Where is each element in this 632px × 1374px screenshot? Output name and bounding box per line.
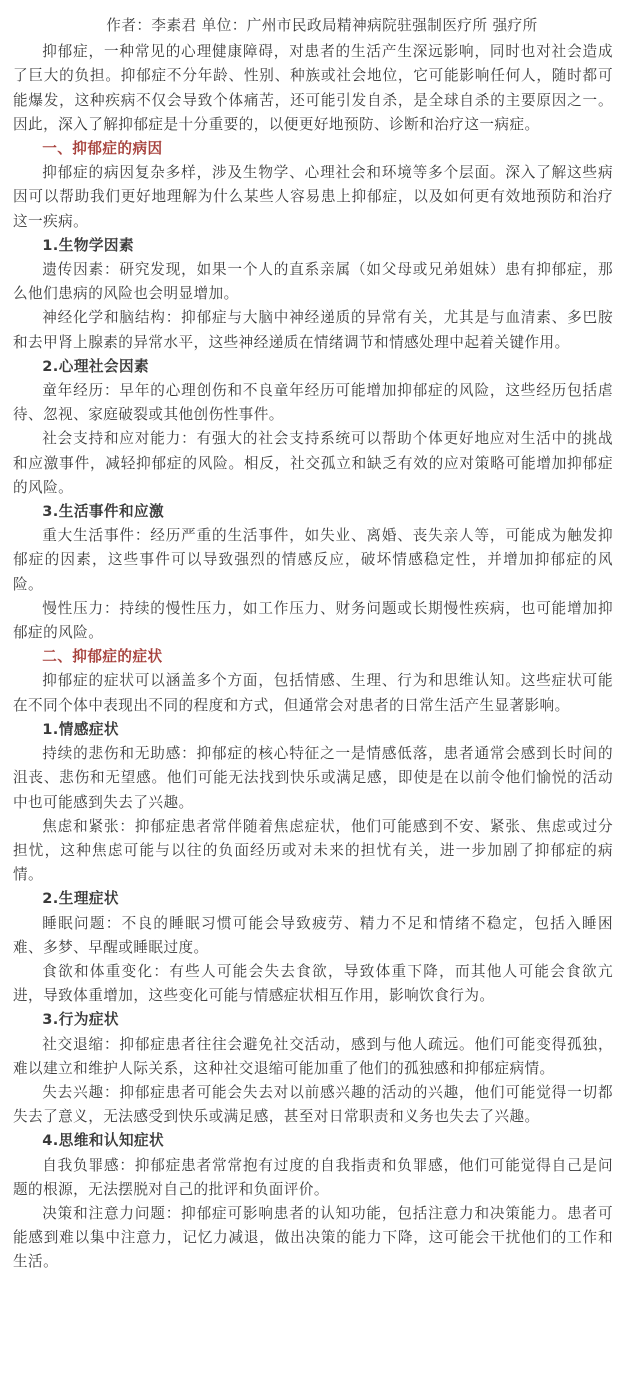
subsection-heading: 1.情感症状 — [42, 720, 119, 738]
paragraph: 童年经历：早年的心理创伤和不良童年经历可能增加抑郁症的风险，这些经历包括虐待、忽视、家庭破裂或其他创伤性事件。 — [13, 382, 613, 424]
paragraph: 自我负罪感：抑郁症患者常常抱有过度的自我指责和负罪感，他们可能觉得自己是问题的根源，无法摆脱对自己的批评和负面评价。 — [13, 1156, 613, 1198]
paragraph: 重大生活事件：经历严重的生活事件，如失业、离婚、丧失亲人等，可能成为触发抑郁症的因素，这些事件可以导致强烈的情感反应，破坏情感稳定性，并增加抑郁症的风险。 — [13, 527, 613, 593]
section-heading-causes: 一、抑郁症的病因 — [42, 140, 163, 158]
section-lead: 抑郁症的病因复杂多样，涉及生物学、心理社会和环境等多个层面。深入了解这些病因可以帮助我们更好地理解为什么某些人容易患上抑郁症，以及如何更有效地预防和治疗这一疾病。 — [13, 164, 613, 230]
paragraph: 决策和注意力问题：抑郁症可影响患者的认知功能，包括注意力和决策能力。患者可能感到难以集中注意力，记忆力减退，做出决策的能力下降，这可能会干扰他们的工作和生活。 — [13, 1204, 613, 1271]
paragraph: 神经化学和脑结构：抑郁症与大脑中神经递质的异常有关，尤其是与血清素、多巴胺和去甲肾上腺素的异常水平，这些神经递质在情绪调节和情感处理中起着关键作用。 — [13, 309, 613, 351]
paragraph: 遗传因素：研究发现，如果一个人的直系亲属（如父母或兄弟姐妹）患有抑郁症，那么他们患病的风险也会明显增加。 — [13, 261, 613, 303]
paragraph: 持续的悲伤和无助感：抑郁症的核心特征之一是情感低落，患者通常会感到长时间的沮丧、悲伤和无望感。他们可能无法找到快乐或满足感，即使是在以前令他们愉悦的活动中也可能感到失去了兴趣。 — [13, 745, 613, 811]
subsection-heading: 1.生物学因素 — [42, 236, 135, 254]
section-heading-symptoms: 二、抑郁症的症状 — [42, 648, 163, 666]
paragraph: 失去兴趣：抑郁症患者可能会失去对以前感兴趣的活动的兴趣，他们可能觉得一切都失去了意义，无法感受到快乐或满足感，甚至对日常职责和义务也失去了兴趣。 — [13, 1083, 613, 1126]
paragraph: 社会支持和应对能力：有强大的社会支持系统可以帮助个体更好地应对生活中的挑战和应激事件，减轻抑郁症的风险。相反，社交孤立和缺乏有效的应对策略可能增加抑郁症的风险。 — [13, 430, 613, 496]
paragraph: 慢性压力：持续的慢性压力，如工作压力、财务问题或长期慢性疾病，也可能增加抑郁症的风险。 — [13, 599, 613, 642]
article — [13, 0, 613, 1275]
subsection-heading: 2.生理症状 — [42, 890, 119, 908]
author-byline: 作者：李素君 单位：广州市民政局精神病院驻强制医疗所 强疗所 — [106, 17, 538, 34]
paragraph: 社交退缩：抑郁症患者往往会避免社交活动，感到与他人疏远。他们可能变得孤独，难以建立和维护人际关系，这种社交退缩可能加重了他们的孤独感和抑郁症病情。 — [13, 1035, 613, 1077]
paragraph: 食欲和体重变化：有些人可能会失去食欲，导致体重下降，而其他人可能会食欲亢进，导致体重增加，这些变化可能与情感症状相互作用，影响饮食行为。 — [13, 962, 613, 1005]
section-lead: 抑郁症的症状可以涵盖多个方面，包括情感、生理、行为和思维认知。这些症状可能在不同个体中表现出不同的程度和方式，但通常会对患者的日常生活产生显著影响。 — [13, 672, 613, 714]
subsection-heading: 2.心理社会因素 — [42, 357, 150, 375]
subsection-heading: 3.生活事件和应激 — [42, 503, 165, 521]
intro-paragraph: 抑郁症，一种常见的心理健康障碍，对患者的生活产生深远影响，同时也对社会造成了巨大的负担。抑郁症不分年龄、性别、种族或社会地位，它可能影响任何人，随时都可能爆发，这种疾病不仅会导致个体痛苦，还可能引发自杀，是全球自杀的主要原因之一。因此，深入了解抑郁症是十分重要的，以便更好地预防、诊断和治疗这一病症。 — [13, 43, 613, 133]
paragraph: 睡眠问题：不良的睡眠习惯可能会导致疲劳、精力不足和情绪不稳定，包括入睡困难、多梦、早醒或睡眠过度。 — [13, 914, 613, 956]
subsection-heading: 4.思维和认知症状 — [42, 1132, 165, 1150]
subsection-heading: 3.行为症状 — [42, 1011, 119, 1029]
paragraph: 焦虑和紧张：抑郁症患者常伴随着焦虑症状，他们可能感到不安、紧张、焦虑或过分担忧，这种焦虑可能与以往的负面经历或对未来的担忧有关，进一步加剧了抑郁症的病情。 — [13, 817, 613, 884]
